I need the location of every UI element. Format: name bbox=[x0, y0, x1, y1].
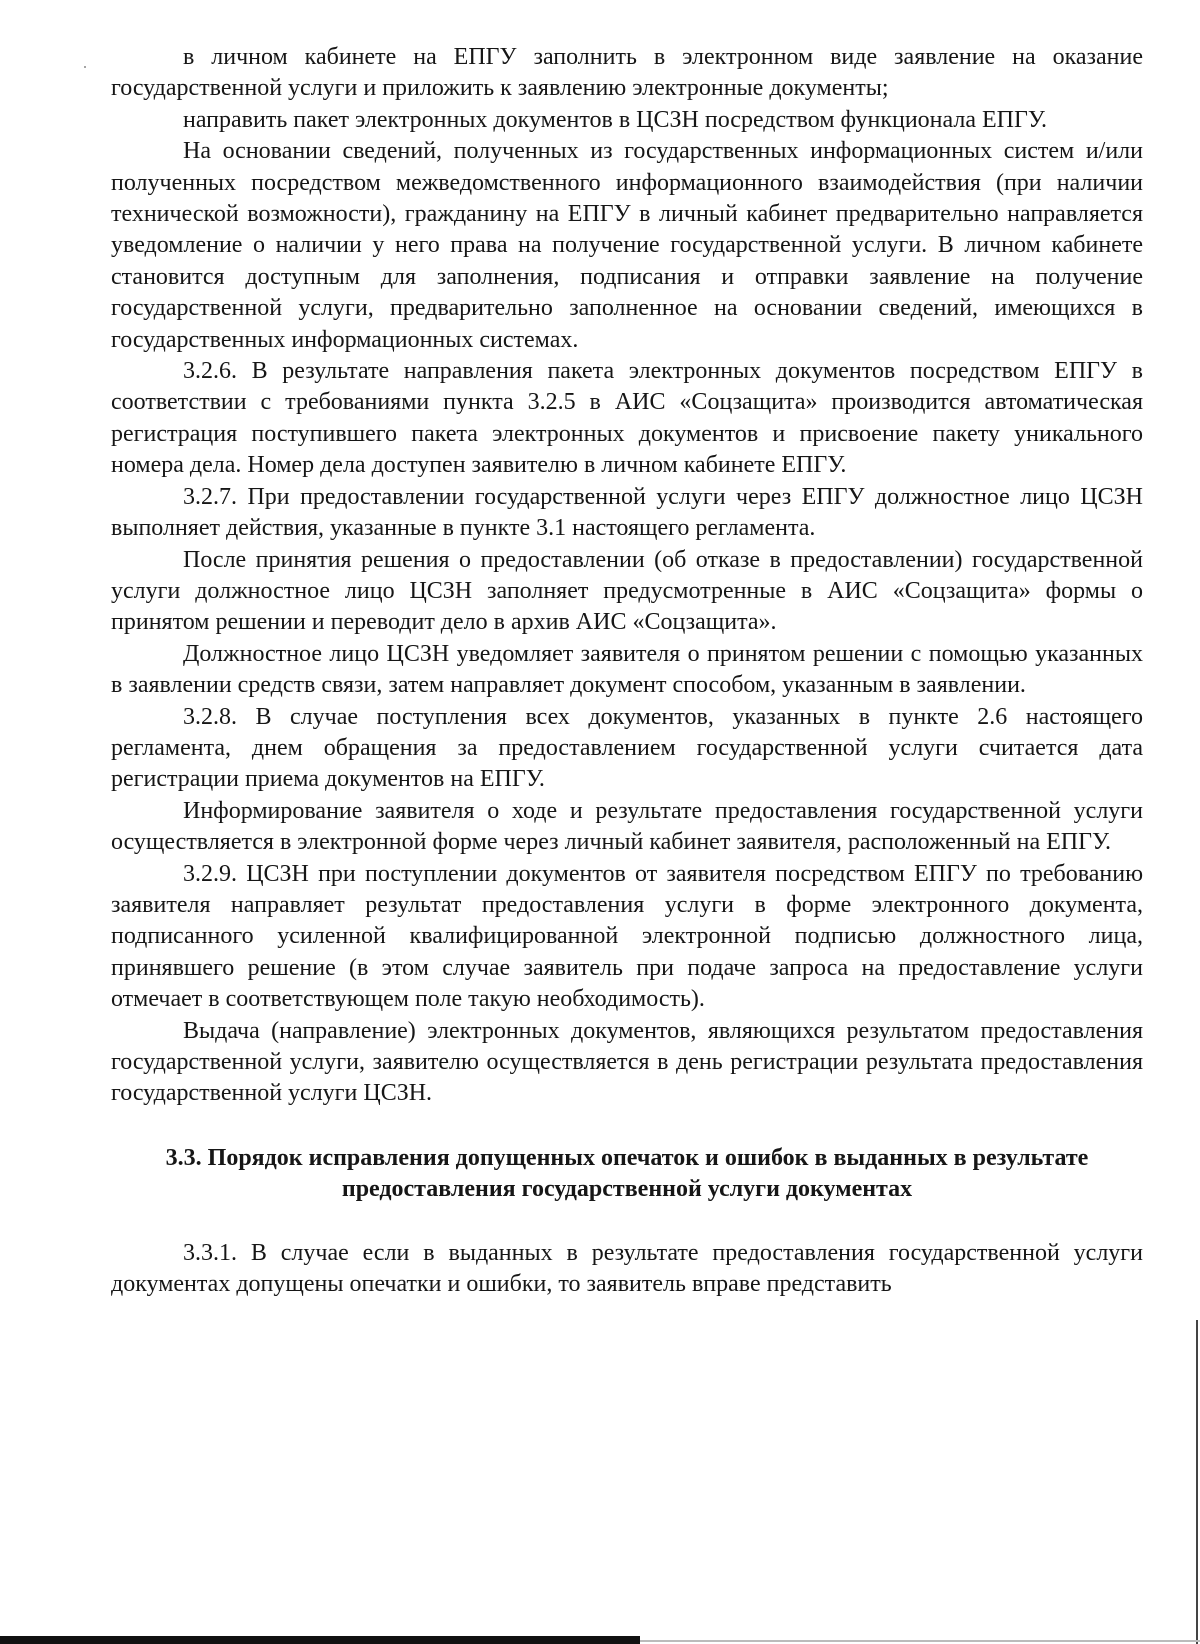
paragraph-issuance: Выдача (направление) электронных документов, являющихся результатом предоставления государственной услуги, заявителю осуществляется в день регистрации результата предоставления государственной услуги ЦСЗН. bbox=[111, 1017, 1143, 1107]
paragraph-informing: Информирование заявителя о ходе и результате предоставления государственной услуги осуществляется в электронной форме через личный кабинет заявителя, расположенный на ЕПГУ. bbox=[111, 797, 1143, 856]
scan-bottom-edge-light bbox=[640, 1640, 1200, 1642]
document-body bbox=[111, 42, 1143, 1300]
section-heading-3-3: 3.3. Порядок исправления допущенных опечаток и ошибок в выданных в результате предоставления государственной услуги документах bbox=[165, 1144, 1089, 1203]
scan-bottom-edge-dark bbox=[0, 1636, 640, 1644]
paragraph-epgu-fill-application: в личном кабинете на ЕПГУ заполнить в электронном виде заявление на оказание государственной услуги и приложить к заявлению электронные документы; bbox=[111, 44, 1143, 102]
paragraph-notification-basis: На основании сведений, полученных из государственных информационных систем и/или полученных посредством межведомственного информационного взаимодействия (при наличии технической возможности), гражданину на ЕПГУ в личный кабинет предварительно направляется уведомление о наличии у него права на получение государственной услуги. В личном кабинете становится доступным для заполнения, подписания и отправки заявление на получение государственной услуги, предварительно заполненное на основании сведений, имеющихся в государственных информационных системах. bbox=[111, 138, 1143, 353]
paragraph-3-2-7: 3.2.7. При предоставлении государственной услуги через ЕПГУ должностное лицо ЦСЗН выполняет действия, указанные в пункте 3.1 настоящего регламента. bbox=[111, 483, 1143, 542]
paragraph-3-2-6: 3.2.6. В результате направления пакета электронных документов посредством ЕПГУ в соответствии с требованиями пункта 3.2.5 в АИС «Соцзащита» производится автоматическая регистрация поступившего пакета электронных документов и присвоение пакету уникального номера дела. Номер дела доступен заявителю в личном кабинете ЕПГУ. bbox=[111, 358, 1143, 479]
paragraph-3-3-1: 3.3.1. В случае если в выданных в результате предоставления государственной услуги документах допущены опечатки и ошибки, то заявитель вправе представить bbox=[111, 1239, 1143, 1298]
paragraph-3-2-9: 3.2.9. ЦСЗН при поступлении документов от заявителя посредством ЕПГУ по требованию заявителя направляет результат предоставления услуги в форме электронного документа, подписанного усиленной квалифицированной электронной подписью должностного лица, принявшего решение (в этом случае заявитель при подаче запроса на предоставление услуги отмечает в соответствующем поле такую необходимость). bbox=[111, 860, 1143, 1013]
scan-artifact-dot bbox=[84, 66, 86, 68]
paragraph-3-2-8: 3.2.8. В случае поступления всех документов, указанных в пункте 2.6 настоящего регламента, днем обращения за предоставлением государственной услуги считается дата регистрации приема документов на ЕПГУ. bbox=[111, 703, 1143, 793]
paragraph-notify-applicant: Должностное лицо ЦСЗН уведомляет заявителя о принятом решении с помощью указанных в заявлении средств связи, затем направляет документ способом, указанным в заявлении. bbox=[111, 640, 1143, 699]
paragraph-send-package: направить пакет электронных документов в ЦСЗН посредством функционала ЕПГУ. bbox=[183, 106, 1047, 133]
scan-right-edge-line bbox=[1196, 1320, 1198, 1644]
paragraph-after-decision: После принятия решения о предоставлении (об отказе в предоставлении) государственной услуги должностное лицо ЦСЗН заполняет предусмотренные в АИС «Соцзащита» формы о принятом решении и переводит дело в архив АИС «Соцзащита». bbox=[111, 546, 1143, 636]
